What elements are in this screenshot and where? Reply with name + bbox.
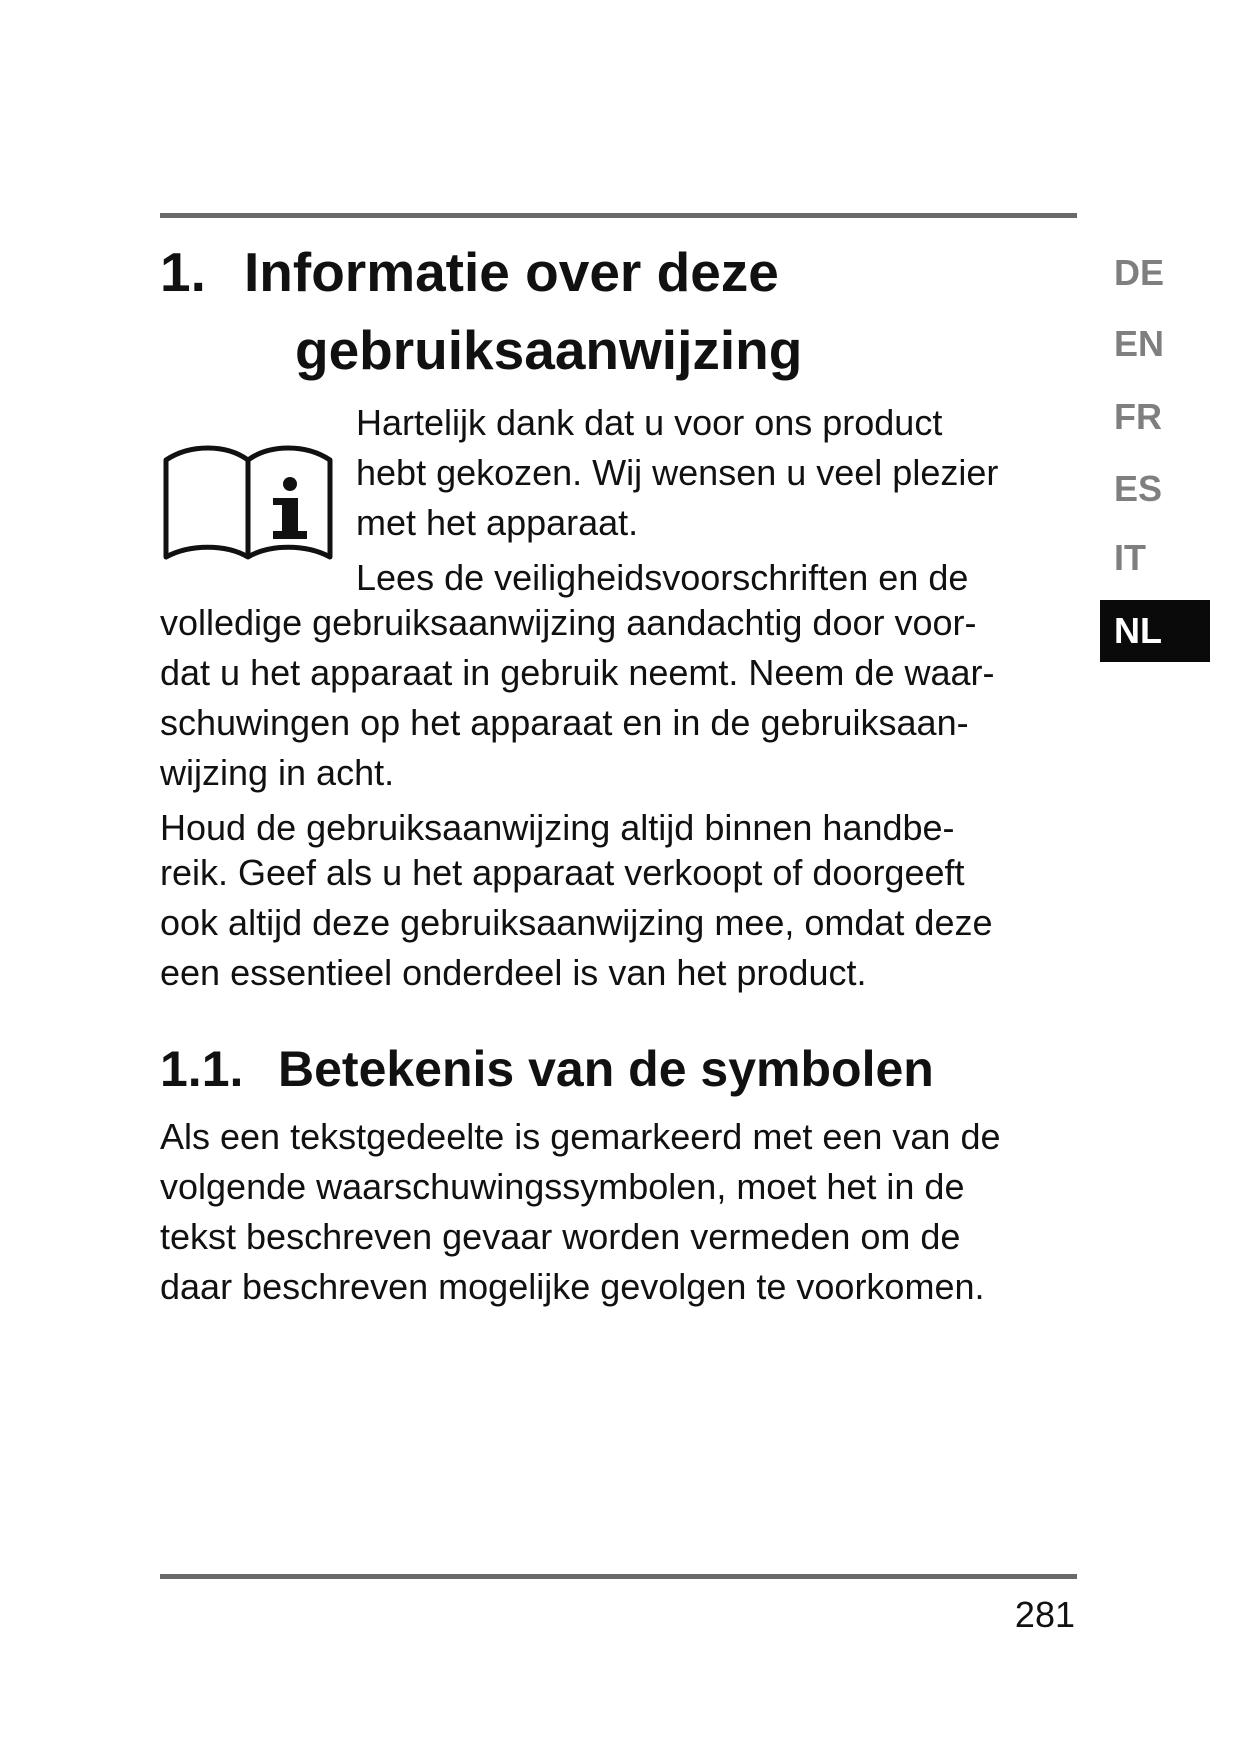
top-rule: [160, 213, 1077, 218]
language-tab-it[interactable]: IT: [1114, 537, 1146, 578]
paragraph-line: ook altijd deze gebruiksaanwijzing mee, omdat deze: [160, 902, 993, 943]
intro-line: met het apparaat.: [356, 502, 639, 543]
language-tab-fr[interactable]: FR: [1114, 396, 1162, 437]
language-tab-es[interactable]: ES: [1114, 468, 1163, 509]
language-tab-de[interactable]: DE: [1114, 252, 1165, 293]
info-manual-icon: [160, 440, 336, 565]
intro-line: Hartelijk dank dat u voor ons product: [356, 402, 943, 443]
language-tab-en[interactable]: EN: [1114, 323, 1165, 364]
subsection-number: 1.1.: [160, 1041, 244, 1097]
paragraph-line: Houd de gebruiksaanwijzing altijd binnen handbe-: [160, 807, 955, 848]
paragraph-line: een essentieel onderdeel is van het product.: [160, 952, 867, 993]
subsection-title: Betekenis van de symbolen: [278, 1041, 934, 1097]
paragraph-line: wijzing in acht.: [160, 752, 395, 793]
section-number: 1.: [160, 241, 206, 303]
language-tab-nl[interactable]: NL: [1100, 600, 1210, 662]
page-number: 281: [1014, 1594, 1075, 1635]
paragraph-line: Lees de veiligheidsvoorschriften en de: [356, 557, 969, 598]
paragraph-line: reik. Geef als u het apparaat verkoopt of doorgeeft: [160, 852, 965, 893]
paragraph-line: Als een tekstgedeelte is gemarkeerd met een van de: [160, 1116, 1001, 1157]
paragraph-line: schuwingen op het apparaat en in de gebruiksaan-: [160, 702, 969, 743]
paragraph-line: tekst beschreven gevaar worden vermeden om de: [160, 1216, 961, 1257]
paragraph-line: volledige gebruiksaanwijzing aandachtig door voor-: [160, 602, 977, 643]
paragraph-line: daar beschreven mogelijke gevolgen te voorkomen.: [160, 1266, 985, 1307]
paragraph-line: volgende waarschuwingssymbolen, moet het in de: [160, 1166, 965, 1207]
section-title-line-1: Informatie over deze: [244, 241, 779, 303]
intro-line: hebt gekozen. Wij wensen u veel plezier: [356, 452, 999, 493]
section-title-line-2: gebruiksaanwijzing: [295, 319, 803, 381]
bottom-rule: [160, 1574, 1077, 1579]
paragraph-line: dat u het apparaat in gebruik neemt. Neem de waar-: [160, 652, 995, 693]
